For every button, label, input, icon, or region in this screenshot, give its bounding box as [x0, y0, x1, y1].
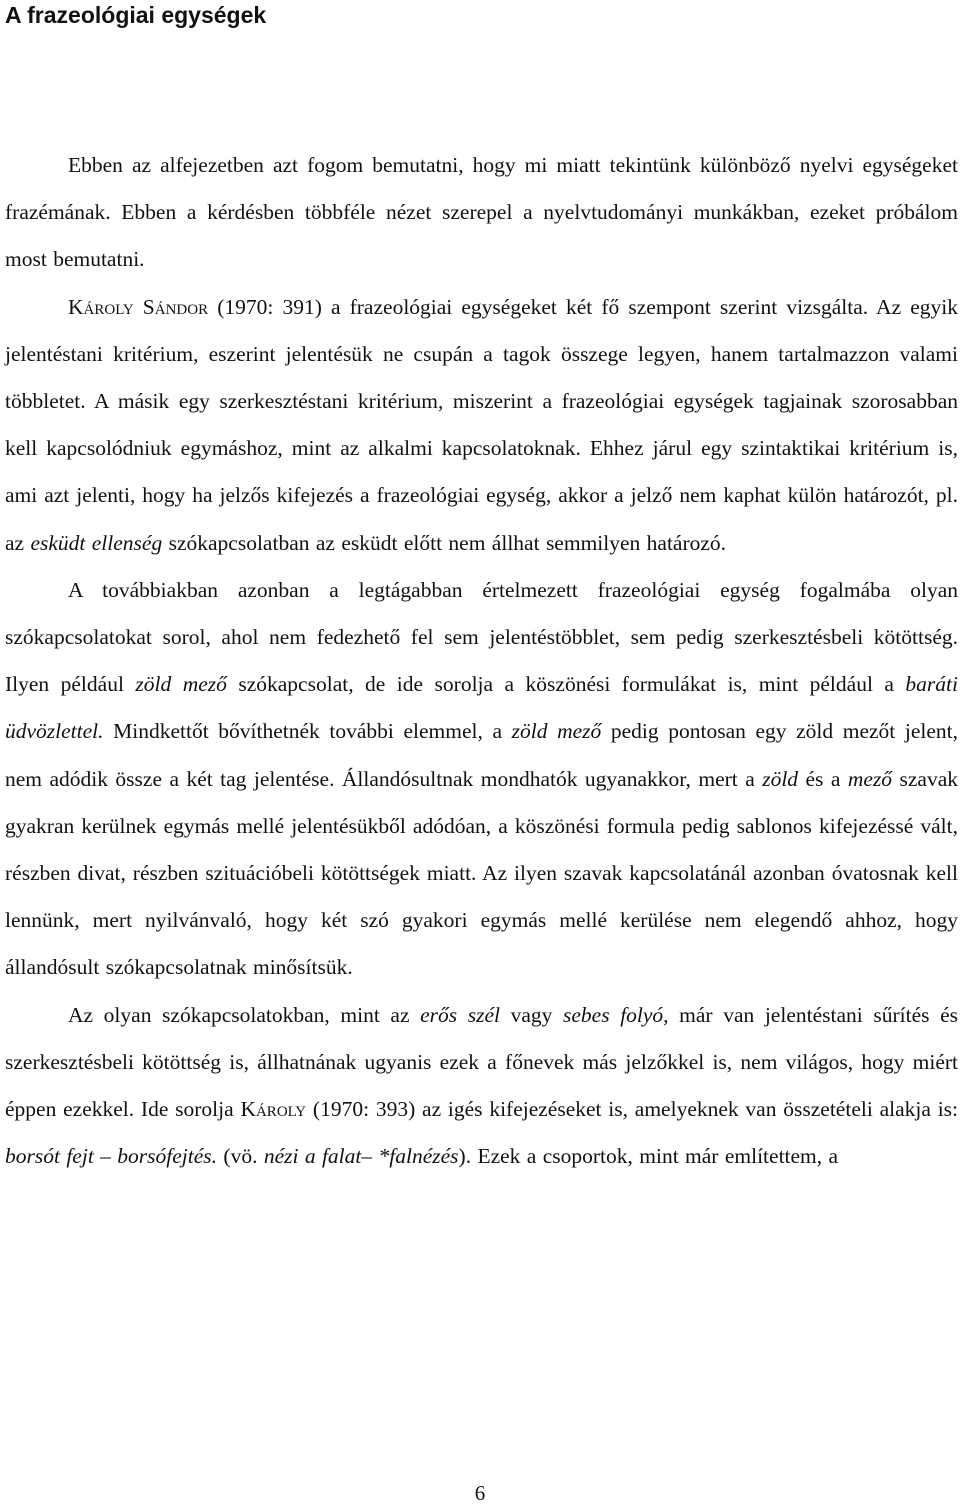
- text-run: és a: [798, 766, 848, 791]
- italic-example: sebes folyó,: [563, 1002, 669, 1027]
- text-run: már van jelentéstani sűrítés és szerkesztésbeli kötöttség is, állhatnának ugyanis ezek a főnevek más jelzőkkel is, nem világos, hogy miért éppen ezekkel. Ide sorolja: [5, 1002, 958, 1122]
- text-run: pedig pontosan egy zöld mezőt jelent, nem adódik össze a két tag jelentése. Állandósultnak mondhatók ugyanakkor, mert a: [5, 719, 958, 791]
- italic-example: borsót fejt – borsófejtés.: [5, 1144, 218, 1169]
- italic-example: zöld mező: [511, 719, 602, 744]
- paragraph-3: [5, 567, 958, 992]
- text-run: Ebben az alfejezetben azt fogom bemutatni, hogy mi miatt tekintünk különböző nyelvi egységeket frazémának. Ebben a kérdésben többféle nézet szerepel a nyelvtudományi munkákban, ezeket próbálom most bemutatni.: [5, 153, 958, 272]
- page-number: 6: [474, 1481, 486, 1505]
- italic-example: erős szél: [420, 1002, 501, 1027]
- italic-example: esküdt ellenség: [30, 530, 163, 555]
- text-run: vagy: [500, 1002, 564, 1027]
- text-run: (1970: 393) az igés kifejezéseket is, amelyeknek van összetételi alakja is:: [306, 1097, 959, 1122]
- italic-example: mező: [847, 766, 893, 791]
- paragraph-4: [5, 992, 958, 1181]
- text-run: Az olyan szókapcsolatokban, mint az: [68, 1002, 421, 1027]
- text-run: (vö.: [217, 1144, 264, 1169]
- body-text: [5, 142, 958, 1180]
- text-run: (1970: 391) a frazeológiai egységeket két fő szempont szerint vizsgálta. Az egyik jelentéstani kritérium, eszerint jelentésük ne csupán a tagok összege legyen, hanem tartalmazzon valami többletet. A másik egy szerkesztéstani kritérium, miszerint a frazeológiai egységek tagjainak szorosabban kell kapcsolódniuk egymáshoz, mint az alkalmi kapcsolatoknak. Ehhez járul egy szintaktikai kritérium is, ami azt jelenti, hogy ha jelzős kifejezés a frazeológiai egység, akkor a jelző nem kaphat külön határozót, pl. az: [5, 294, 958, 555]
- paragraph-1: [5, 142, 958, 284]
- paragraph-2: [5, 284, 958, 567]
- author-name: Károly Sándor: [68, 294, 209, 319]
- italic-example: baráti üdvözlettel.: [5, 672, 958, 744]
- text-run: szókapcsolat, de ide sorolja a köszönési formulákat is, mint például a: [226, 672, 906, 697]
- section-heading: A frazeológiai egységek: [5, 2, 267, 28]
- text-run: ). Ezek a csoportok, mint már említettem, a: [458, 1144, 839, 1169]
- text-run: szókapcsolatban az esküdt előtt nem állhat semmilyen határozó.: [162, 530, 727, 555]
- text-run: szavak gyakran kerülnek egymás mellé jelentésükből adódóan, a köszönési formula pedig sablonos kifejezéssé vált, részben divat, részben szituációbeli kötöttségek miatt. Az ilyen szavak kapcsolatánál azonban óvatosnak kell lennünk, mert nyilvánvaló, hogy két szó gyakori egymás mellé kerülése nem elegendő ahhoz, hogy állandósult szókapcsolatnak minősítsük.: [5, 766, 959, 980]
- text-run: Mindkettőt bővíthetnék további elemmel, a: [103, 719, 512, 744]
- italic-example: zöld: [762, 766, 799, 791]
- author-name: Károly: [240, 1097, 307, 1122]
- italic-example: nézi a falat– *falnézés: [263, 1144, 459, 1169]
- italic-example: zöld mező: [135, 672, 227, 697]
- text-run: A továbbiakban azonban a legtágabban értelmezett frazeológiai egység fogalmába olyan szókapcsolatokat sorol, ahol nem fedezhető fel sem jelentéstöbblet, sem pedig szerkesztésbeli kötöttség. Ilyen például: [5, 577, 958, 697]
